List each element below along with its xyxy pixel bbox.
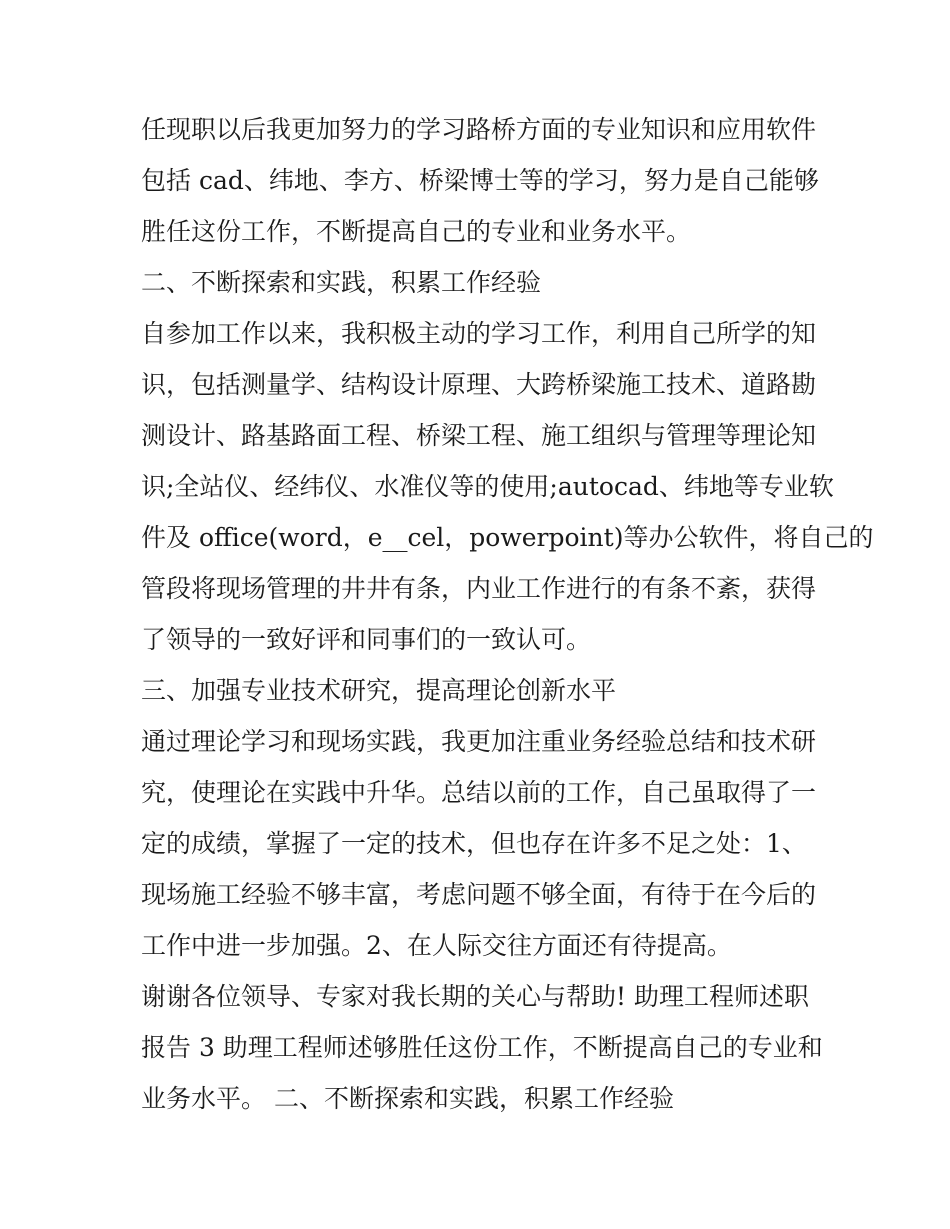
section-heading: 二、不断探索和实践，积累工作经验 <box>141 268 542 297</box>
body-text <box>141 104 874 1124</box>
text-line: 自参加工作以来，我积极主动的学习工作，利用自己所学的知 <box>141 319 817 348</box>
text-line: 工作中进一步加强。2、在人际交往方面还有待提高。 <box>141 931 732 960</box>
section-heading: 三、加强专业技术研究，提高理论创新水平 <box>141 676 617 705</box>
text-line: 测设计、路基路面工程、桥梁工程、施工组织与管理等理论知 <box>141 421 817 450</box>
text-line: 究，使理论在实践中升华。总结以前的工作，自己虽取得了一 <box>141 778 817 807</box>
text-line: 包括 cad、纬地、李方、桥梁博士等的学习，努力是自己能够 <box>141 166 819 195</box>
text-line: 业务水平。 二、不断探索和实践，积累工作经验 <box>141 1084 674 1113</box>
text-line: 现场施工经验不够丰富，考虑问题不够全面，有待于在今后的 <box>141 880 817 909</box>
text-line: 管段将现场管理的井井有条，内业工作进行的有条不紊，获得 <box>141 574 817 603</box>
text-line: 胜任这份工作，不断提高自己的专业和业务水平。 <box>141 217 692 246</box>
text-line: 任现职以后我更加努力的学习路桥方面的专业知识和应用软件 <box>141 115 817 144</box>
text-line: 件及 office(word，e__cel，powerpoint)等办公软件，将自己的 <box>141 523 874 552</box>
text-line: 了领导的一致好评和同事们的一致认可。 <box>141 625 592 654</box>
text-line: 通过理论学习和现场实践，我更加注重业务经验总结和技术研 <box>141 727 817 756</box>
text-line: 报告 3 助理工程师述够胜任这份工作，不断提高自己的专业和 <box>141 1033 823 1062</box>
text-line: 定的成绩，掌握了一定的技术，但也存在许多不足之处：1、 <box>141 829 807 858</box>
text-line: 识;全站仪、经纬仪、水准仪等的使用;autocad、纬地等专业软 <box>141 472 834 501</box>
text-line: 谢谢各位领导、专家对我长期的关心与帮助! 助理工程师述职 <box>141 982 809 1011</box>
text-line: 识，包括测量学、结构设计原理、大跨桥梁施工技术、道路勘 <box>141 370 817 399</box>
